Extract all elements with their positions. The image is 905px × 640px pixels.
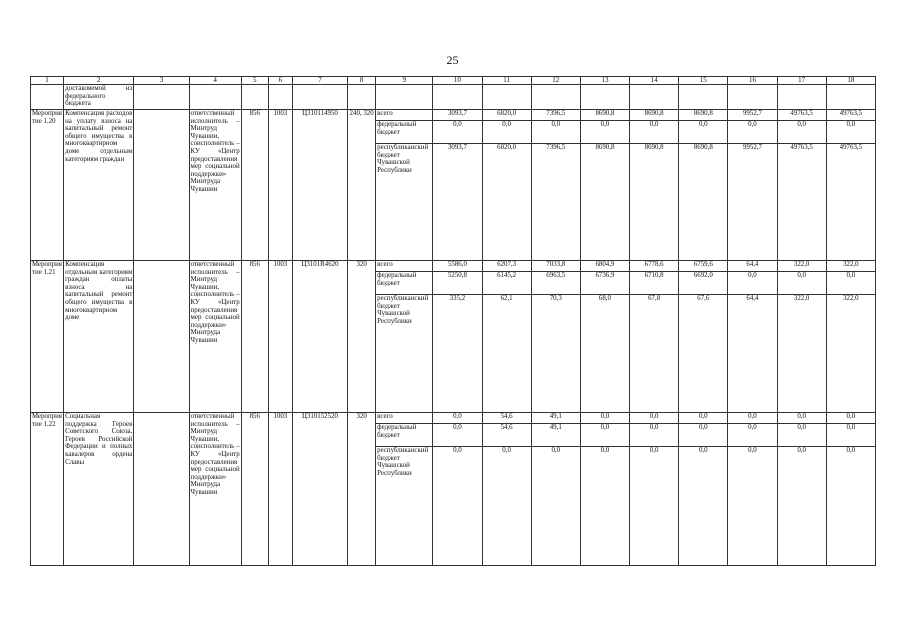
csr-code: Ц310114950: [292, 110, 347, 261]
funding-value: 49763,5: [790, 110, 813, 117]
header-cell: 18: [826, 77, 875, 85]
value-cell: [826, 110, 875, 261]
funding-value: 6736,9: [581, 271, 629, 294]
funding-value: 8690,8: [644, 110, 664, 117]
header-cell: 14: [630, 77, 679, 85]
funding-value: 0,0: [581, 120, 629, 143]
value-cell: [482, 413, 531, 566]
funding-value: 0,0: [827, 423, 875, 446]
empty-cell: [268, 85, 292, 110]
funding-value: 8690,8: [679, 143, 727, 182]
continuation-text: доставляемой из федерального бюджета: [64, 85, 134, 110]
header-cell: 11: [482, 77, 531, 85]
funding-value: 8690,8: [630, 143, 678, 182]
funding-source-label: федеральный бюджет: [376, 120, 432, 143]
empty-cell: [348, 85, 376, 110]
funding-value: 0,0: [630, 423, 678, 446]
rzpr-code: 1003: [268, 110, 292, 261]
funding-value: 0,0: [483, 446, 531, 485]
funding-value: 6820,0: [483, 143, 531, 182]
header-cell: 13: [580, 77, 629, 85]
measure-code: Мероприятие 1.20: [31, 110, 64, 261]
funding-value: 0,0: [433, 120, 481, 143]
empty-cell: [630, 85, 679, 110]
executor: ответственный исполнитель – Минтруд Чувашии, соисполнитель – КУ «Центр предоставления мер социальной поддержки» Минтруда Чувашии: [189, 261, 241, 413]
rzpr-code: 1003: [268, 261, 292, 413]
funding-value: 0,0: [728, 271, 776, 294]
table-row: [31, 110, 876, 261]
funding-sources: [376, 110, 433, 261]
value-cell: [777, 261, 826, 413]
funding-value: 0,0: [581, 423, 629, 446]
empty-cell: [580, 85, 629, 110]
value-cell: [433, 110, 482, 261]
funding-sources: [376, 261, 433, 413]
funding-value: 70,3: [532, 294, 580, 333]
funding-source-label: республиканский бюджет Чувашской Республики: [376, 143, 432, 182]
value-cell: [826, 261, 875, 413]
empty-cell: [777, 85, 826, 110]
table-row: [31, 261, 876, 413]
funding-value: 6963,5: [532, 271, 580, 294]
header-row: [31, 77, 876, 85]
empty-cell: [134, 110, 189, 261]
funding-value: 64,4: [746, 261, 759, 268]
funding-value: 64,4: [728, 294, 776, 333]
funding-value: 9952,7: [728, 143, 776, 182]
executor: ответственный исполнитель – Минтруд Чувашии, соисполнитель – КУ «Центр предоставления мер социальной поддержки» Минтруда Чувашии: [189, 110, 241, 261]
funding-value: 0,0: [797, 413, 806, 420]
funding-value: 49,1: [549, 413, 562, 420]
empty-cell: [241, 85, 268, 110]
funding-value: 62,1: [483, 294, 531, 333]
funding-value: 322,0: [793, 261, 810, 268]
funding-value: 0,0: [600, 413, 610, 420]
header-cell: 1: [31, 77, 64, 85]
csr-code: Ц310152520: [292, 413, 347, 566]
funding-value: 0,0: [483, 120, 531, 143]
value-cell: [482, 110, 531, 261]
header-cell: 12: [531, 77, 580, 85]
funding-value: 0,0: [649, 413, 659, 420]
funding-value: 54,6: [500, 413, 513, 420]
measure-name: Компенсация расходов на уплату взноса на капитальный ремонт общего имущества в многоквартирном доме отдельным категориям граждан: [64, 110, 134, 261]
funding-value: 0,0: [532, 446, 580, 485]
funding-value: 6692,0: [679, 271, 727, 294]
header-cell: 15: [679, 77, 728, 85]
header-cell: 10: [433, 77, 482, 85]
funding-value: 6145,2: [483, 271, 531, 294]
csr-code: Ц3101R4620: [292, 261, 347, 413]
funding-value: 49,1: [532, 423, 580, 446]
funding-value: 5586,0: [447, 261, 467, 268]
funding-value: 0,0: [778, 423, 826, 446]
value-cell: [531, 110, 580, 261]
funding-value: 54,6: [483, 423, 531, 446]
empty-cell: [134, 85, 189, 110]
funding-value: 6710,8: [630, 271, 678, 294]
empty-cell: [134, 413, 189, 566]
funding-value: 322,0: [827, 294, 875, 333]
empty-cell: [679, 85, 728, 110]
funding-value: 5250,8: [433, 271, 481, 294]
funding-value: 49763,5: [839, 110, 863, 117]
empty-cell: [134, 261, 189, 413]
funding-value: 6804,9: [595, 261, 615, 268]
funding-value: 0,0: [679, 423, 727, 446]
empty-cell: [292, 85, 347, 110]
funding-value: 7396,5: [546, 110, 566, 117]
page-number: 25: [446, 53, 459, 67]
header-cell: 3: [134, 77, 189, 85]
vr-code: 240, 320: [348, 110, 376, 261]
funding-value: 0,0: [748, 413, 757, 420]
funding-value: 6759,6: [693, 261, 713, 268]
grbs-code: 856: [241, 261, 268, 413]
measure-code: Мероприятие 1.22: [31, 413, 64, 566]
funding-value: 3093,7: [447, 110, 467, 117]
funding-value: 0,0: [698, 413, 708, 420]
funding-value: 7396,5: [532, 143, 580, 182]
value-cell: [679, 413, 728, 566]
funding-value: 0,0: [728, 446, 776, 485]
value-cell: [531, 413, 580, 566]
funding-source-label: всего: [377, 110, 393, 117]
funding-value: 0,0: [827, 446, 875, 485]
funding-value: 322,0: [843, 261, 859, 268]
value-cell: [580, 261, 629, 413]
grbs-code: 856: [241, 413, 268, 566]
empty-cell: [376, 85, 433, 110]
measure-name: Социальная поддержка Героев Советского Союза, Героев Российской Федерации и полных кавалеров ордена Славы: [64, 413, 134, 566]
funding-value: 49763,5: [827, 143, 875, 182]
funding-value: 0,0: [630, 446, 678, 485]
vr-code: 320: [348, 261, 376, 413]
value-cell: [728, 110, 777, 261]
value-cell: [630, 110, 679, 261]
funding-value: 0,0: [581, 446, 629, 485]
value-cell: [777, 413, 826, 566]
funding-value: 6820,0: [497, 110, 517, 117]
budget-table: [30, 76, 876, 566]
funding-value: 49763,5: [778, 143, 826, 182]
table-row: [31, 413, 876, 566]
value-cell: [728, 413, 777, 566]
funding-value: 9952,7: [742, 110, 762, 117]
value-cell: [433, 261, 482, 413]
funding-source-label: федеральный бюджет: [376, 271, 432, 294]
grbs-code: 856: [241, 110, 268, 261]
funding-source-label: республиканский бюджет Чувашской Республики: [376, 294, 432, 333]
value-cell: [826, 413, 875, 566]
funding-value: 8690,8: [581, 143, 629, 182]
funding-value: 0,0: [778, 446, 826, 485]
funding-value: 6778,6: [644, 261, 664, 268]
empty-cell: [531, 85, 580, 110]
empty-cell: [482, 85, 531, 110]
funding-value: 67,6: [679, 294, 727, 333]
empty-cell: [31, 85, 64, 110]
funding-value: 67,8: [630, 294, 678, 333]
funding-value: 0,0: [827, 271, 875, 294]
funding-value: 0,0: [728, 423, 776, 446]
value-cell: [531, 261, 580, 413]
funding-source-label: всего: [377, 261, 393, 268]
executor: ответственный исполнитель – Минтруд Чувашии, соисполнитель – КУ «Центр предоставления мер социальной поддержки» Минтруда Чувашии: [189, 413, 241, 566]
value-cell: [679, 110, 728, 261]
funding-value: 8690,8: [595, 110, 615, 117]
funding-value: 335,2: [433, 294, 481, 333]
funding-value: 0,0: [827, 120, 875, 143]
funding-value: 7033,8: [546, 261, 566, 268]
continuation-row: [31, 85, 876, 110]
value-cell: [433, 413, 482, 566]
value-cell: [679, 261, 728, 413]
funding-value: 0,0: [778, 120, 826, 143]
funding-source-label: республиканский бюджет Чувашской Республики: [376, 446, 432, 485]
funding-value: 0,0: [453, 413, 462, 420]
funding-source-label: федеральный бюджет: [376, 423, 432, 446]
funding-value: 0,0: [532, 120, 580, 143]
empty-cell: [189, 85, 241, 110]
funding-value: 0,0: [679, 120, 727, 143]
funding-value: 68,0: [581, 294, 629, 333]
funding-value: 0,0: [846, 413, 856, 420]
header-cell: 6: [268, 77, 292, 85]
funding-value: 0,0: [778, 271, 826, 294]
funding-value: 0,0: [728, 120, 776, 143]
header-cell: 5: [241, 77, 268, 85]
value-cell: [482, 261, 531, 413]
header-cell: 8: [348, 77, 376, 85]
funding-value: 0,0: [679, 446, 727, 485]
vr-code: 320: [348, 413, 376, 566]
funding-source-label: всего: [377, 413, 393, 420]
value-cell: [728, 261, 777, 413]
funding-value: 3093,7: [433, 143, 481, 182]
header-cell: 9: [376, 77, 433, 85]
funding-value: 0,0: [630, 120, 678, 143]
funding-value: 8690,8: [693, 110, 713, 117]
funding-value: 0,0: [433, 423, 481, 446]
value-cell: [580, 413, 629, 566]
header-cell: 16: [728, 77, 777, 85]
header-cell: 4: [189, 77, 241, 85]
header-cell: 2: [64, 77, 134, 85]
funding-sources: [376, 413, 433, 566]
funding-value: 6207,3: [497, 261, 517, 268]
measure-name: Компенсация отдельным категориям граждан оплаты взноса на капитальный ремонт общего имущества в многоквартирном доме: [64, 261, 134, 413]
value-cell: [777, 110, 826, 261]
funding-value: 0,0: [433, 446, 481, 485]
measure-code: Мероприятие 1.21: [31, 261, 64, 413]
header-cell: 7: [292, 77, 347, 85]
value-cell: [630, 261, 679, 413]
empty-cell: [433, 85, 482, 110]
empty-cell: [826, 85, 875, 110]
rzpr-code: 1003: [268, 413, 292, 566]
empty-cell: [728, 85, 777, 110]
header-cell: 17: [777, 77, 826, 85]
funding-value: 322,0: [778, 294, 826, 333]
value-cell: [630, 413, 679, 566]
value-cell: [580, 110, 629, 261]
